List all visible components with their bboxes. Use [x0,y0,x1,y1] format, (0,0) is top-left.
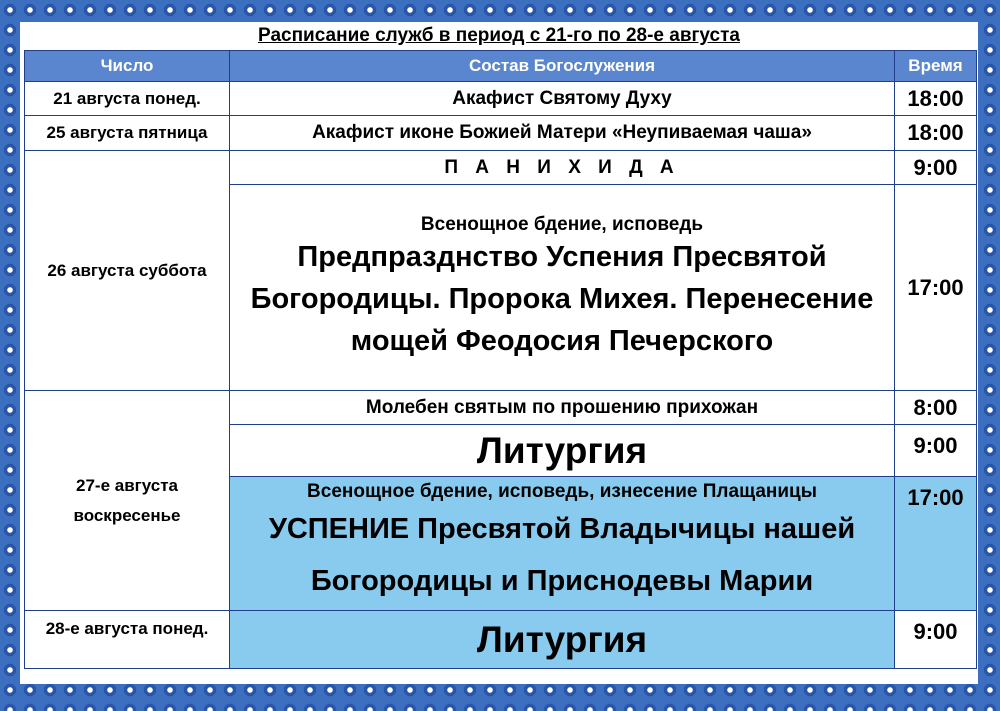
title-text: Расписание служб в период с 21-го по 28-е августа [258,25,740,46]
row-service: Молебен святым по прошению прихожан [230,391,895,425]
date-line: воскресенье [73,505,181,525]
row-service [230,185,895,391]
feast-text: Предпразднство Успения Пресвятой Богородицы. Пророка Михея. Перенесение мощей Феодосия Печерского [250,240,874,357]
header-service: Состав Богослужения [230,51,895,82]
page-title [20,23,978,49]
row-service [230,611,895,669]
row-service [230,477,895,611]
date-line: 27-е августа [76,475,178,495]
table-row [25,611,977,669]
row-date: 21 августа понед. [25,82,230,116]
feast-text: УСПЕНИЕ Пресвятой Владычицы нашей Богородицы и Приснодевы Марии [268,512,856,597]
service-text: Литургия [476,618,648,660]
table-row [25,116,977,151]
service-text: Литургия [476,429,648,471]
row-date: 25 августа пятница [25,116,230,151]
service-text: Всенощное бдение, исповедь [420,213,704,235]
row-service: Акафист иконе Божией Матери «Неупиваемая чаша» [230,116,895,151]
row-date [25,391,230,611]
schedule-table [24,50,977,669]
row-time: 9:00 [895,611,977,669]
header-time: Время [895,51,977,82]
row-time: 17:00 [895,185,977,391]
header-date: Число [25,51,230,82]
row-time: 18:00 [895,116,977,151]
table-row [25,151,977,185]
row-service: Акафист Святому Духу [230,82,895,116]
table-header-row [25,51,977,82]
row-service [230,425,895,477]
table-row [25,391,977,425]
row-service: П А Н И Х И Д А [230,151,895,185]
row-time: 9:00 [895,425,977,477]
row-time: 17:00 [895,477,977,611]
row-date: 28-е августа понед. [25,611,230,669]
row-time: 18:00 [895,82,977,116]
service-text: Всенощное бдение, исповедь, изнесение Плащаницы [307,480,817,502]
table-row [25,82,977,116]
row-time: 9:00 [895,151,977,185]
row-time: 8:00 [895,391,977,425]
row-date: 26 августа суббота [25,151,230,391]
